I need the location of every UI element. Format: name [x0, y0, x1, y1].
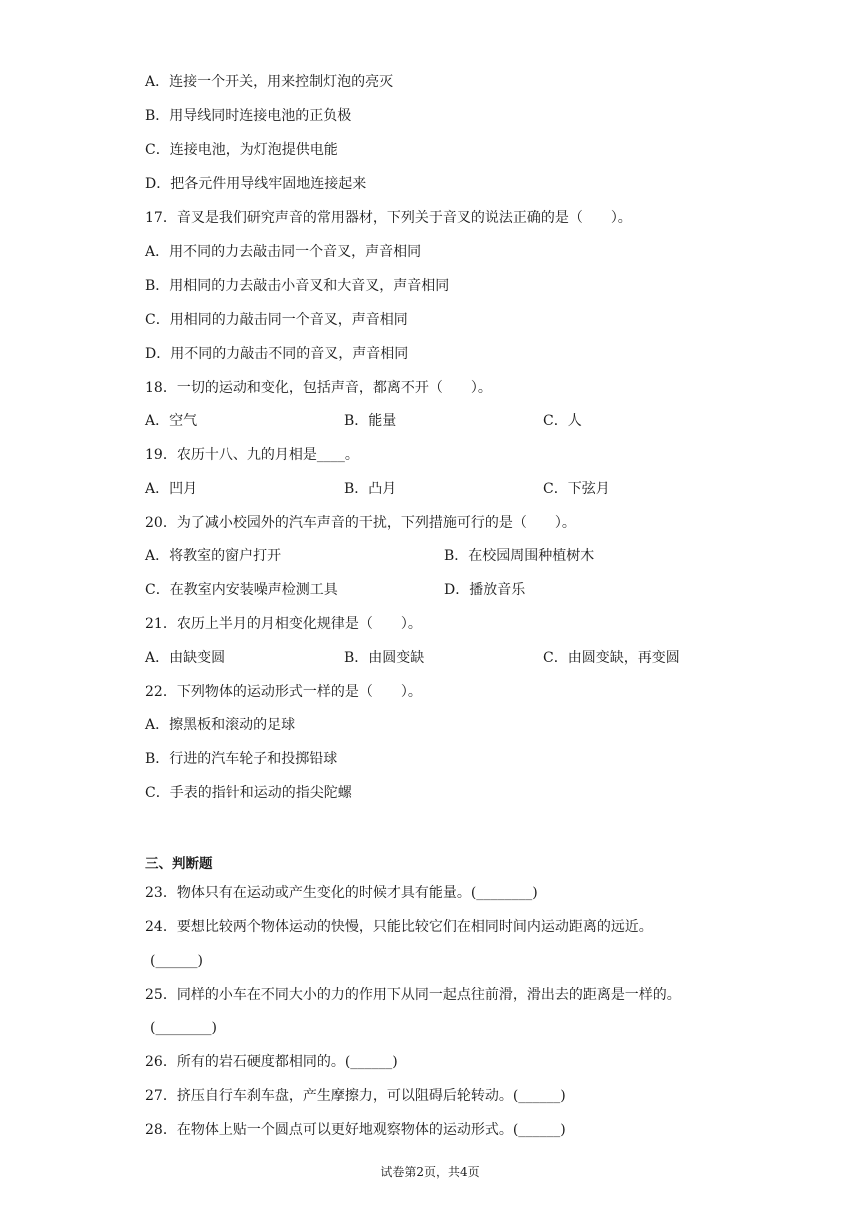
q18-option-c: C．人 [543, 413, 582, 429]
q22-option-a: A．擦黑板和滚动的足球 [145, 717, 296, 733]
q18-option-a: A．空气 [145, 413, 198, 429]
q19-option-c: C．下弦月 [543, 481, 610, 497]
q21-stem: 21．农历上半月的月相变化规律是（ ）。 [145, 616, 422, 632]
q24-stem: 24．要想比较两个物体运动的快慢，只能比较它们在相同时间内运动距离的远近。 [145, 919, 653, 935]
q18-stem: 18．一切的运动和变化，包括声音，都离不开（ ）。 [145, 380, 492, 396]
q17-stem: 17．音叉是我们研究声音的常用器材，下列关于音叉的说法正确的是（ ）。 [145, 210, 632, 226]
q25-answer-blank: (________) [150, 1020, 217, 1036]
q24-answer-blank: (______) [150, 953, 203, 969]
q16-option-a: A．连接一个开关，用来控制灯泡的亮灭 [145, 74, 394, 90]
q19-option-b: B．凸月 [344, 481, 397, 497]
q20-option-d: D．播放音乐 [444, 582, 526, 598]
q20-option-b: B．在校园周围种植树木 [444, 548, 595, 564]
q17-option-d: D．用不同的力敲击不同的音叉，声音相同 [145, 346, 409, 362]
q16-option-d: D．把各元件用导线牢固地连接起来 [145, 176, 367, 192]
q25-stem: 25．同样的小车在不同大小的力的作用下从同一起点往前滑，滑出去的距离是一样的。 [145, 987, 681, 1003]
q20-option-a: A．将教室的窗户打开 [145, 548, 282, 564]
q20-stem: 20．为了减小校园外的汽车声音的干扰，下列措施可行的是（ ）。 [145, 515, 576, 531]
q21-option-c: C．由圆变缺，再变圆 [543, 650, 680, 666]
q20-option-c: C．在教室内安装噪声检测工具 [145, 582, 338, 598]
q17-option-a: A．用不同的力去敲击同一个音叉，声音相同 [145, 244, 422, 260]
section-title-judgement: 三、判断题 [145, 856, 213, 872]
q23-stem: 23．物体只有在运动或产生变化的时候才具有能量。(________) [145, 885, 538, 901]
q19-option-a: A．凹月 [145, 481, 198, 497]
q22-stem: 22．下列物体的运动形式一样的是（ ）。 [145, 684, 422, 700]
q21-option-a: A．由缺变圆 [145, 650, 226, 666]
q17-option-c: C．用相同的力敲击同一个音叉，声音相同 [145, 312, 408, 328]
q22-option-b: B．行进的汽车轮子和投掷铅球 [145, 751, 338, 767]
q26-stem: 26．所有的岩石硬度都相同的。(______) [145, 1054, 398, 1070]
q16-option-b: B．用导线同时连接电池的正负极 [145, 108, 352, 124]
page-footer: 试卷第2页，共4页 [380, 1165, 480, 1179]
q18-option-b: B．能量 [344, 413, 397, 429]
q27-stem: 27．挤压自行车刹车盘，产生摩擦力，可以阻碍后轮转动。(______) [145, 1088, 566, 1104]
q16-option-c: C．连接电池，为灯泡提供电能 [145, 142, 338, 158]
q28-stem: 28．在物体上贴一个圆点可以更好地观察物体的运动形式。(______) [145, 1122, 566, 1138]
q19-stem: 19．农历十八、九的月相是____。 [145, 447, 359, 463]
q22-option-c: C．手表的指针和运动的指尖陀螺 [145, 785, 352, 801]
q17-option-b: B．用相同的力去敲击小音叉和大音叉，声音相同 [145, 278, 450, 294]
q21-option-b: B．由圆变缺 [344, 650, 425, 666]
